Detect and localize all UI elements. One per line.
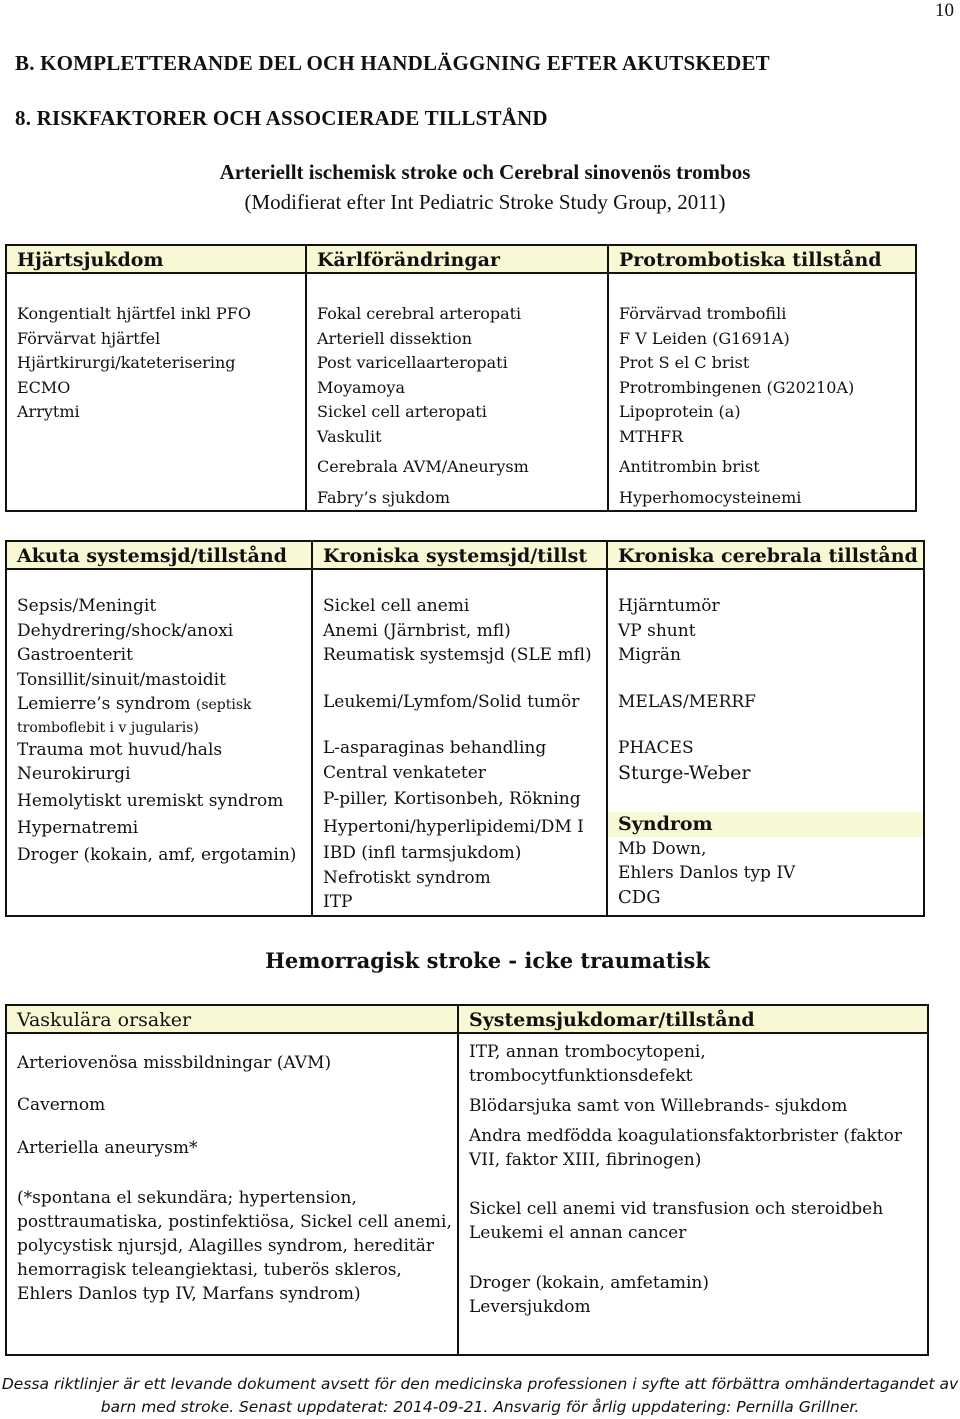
list-item: P-piller, Kortisonbeh, Rökning	[323, 789, 581, 809]
vascular-causes-list	[6, 1033, 458, 1355]
list-item: Protrombingenen (G20210A)	[619, 377, 855, 397]
acute-systemic-list	[6, 569, 312, 916]
list-item: Sickel cell anemi vid transfusion och steroidbeh	[469, 1199, 884, 1219]
list-item: Förvärvat hjärtfel	[17, 328, 161, 348]
list-item: Sickel cell anemi	[323, 596, 470, 616]
list-item: L-asparaginas behandling	[323, 738, 547, 758]
cardiac-vascular-prothrombotic-table	[5, 244, 917, 512]
chronic-systemic-list	[312, 569, 607, 916]
list-item: F V Leiden (G1691A)	[619, 328, 790, 348]
list-item-text: Lemierre’s syndrom	[17, 694, 191, 714]
page-number: 10	[935, 0, 954, 21]
list-item: hemorragisk teleangiektasi, tuberös skleros,	[17, 1260, 402, 1280]
list-item: MELAS/MERRF	[618, 691, 756, 712]
list-item: Ehlers Danlos typ IV, Marfans syndrom)	[17, 1284, 361, 1304]
list-item: ITP, annan trombocytopeni,	[469, 1042, 706, 1062]
list-item: Antitrombin brist	[619, 457, 760, 476]
list-item: Cerebrala AVM/Aneurysm	[317, 457, 529, 476]
header-cardiac: Hjärtsjukdom	[6, 245, 306, 273]
list-item: trombocytfunktionsdefekt	[469, 1066, 693, 1086]
list-item: Vaskulit	[317, 426, 382, 446]
list-item-note: tromboflebit i v jugularis)	[17, 719, 199, 736]
list-item: ECMO	[17, 377, 71, 397]
list-item: Hypernatremi	[17, 818, 139, 838]
list-item: Tonsillit/sinuit/mastoidit	[17, 669, 226, 690]
list-item: Central venkateter	[323, 762, 486, 783]
list-item: ITP	[323, 892, 353, 912]
list-item: Leukemi el annan cancer	[469, 1223, 687, 1243]
ischemic-title: Arteriellt ischemisk stroke och Cerebral sinovenös trombos	[219, 160, 751, 184]
prothrombotic-list	[608, 273, 916, 511]
hemorrhagic-title: Hemorragisk stroke - icke traumatisk	[265, 948, 710, 973]
hemorrhagic-causes-table	[5, 1004, 929, 1356]
header-acute-systemic: Akuta systemsjd/tillstånd	[6, 541, 312, 569]
list-item: Anemi (Järnbrist, mfl)	[323, 620, 511, 641]
list-item: VP shunt	[618, 620, 696, 641]
list-item: Dehydrering/shock/anoxi	[17, 620, 234, 641]
list-item: Nefrotiskt syndrom	[323, 867, 491, 888]
list-item: Hyperhomocysteinemi	[619, 487, 802, 507]
list-item: Neurokirurgi	[17, 764, 131, 784]
list-item: Sepsis/Meningit	[17, 596, 157, 616]
list-item: Hemolytiskt uremiskt syndrom	[17, 790, 284, 811]
ischemic-subtitle: (Modifierat efter Int Pediatric Stroke Study Group, 2011)	[244, 190, 726, 214]
list-item: Lipoprotein (a)	[619, 402, 741, 421]
section-heading: B. KOMPLETTERANDE DEL OCH HANDLÄGGNING EFTER AKUTSKEDET	[15, 51, 770, 75]
header-systemic-conditions: Systemsjukdomar/tillstånd	[458, 1005, 928, 1033]
cardiac-list	[6, 273, 306, 511]
list-item: Leukemi/Lymfom/Solid tumör	[323, 691, 580, 712]
list-item: Leversjukdom	[469, 1297, 591, 1317]
list-item: Gastroenterit	[17, 645, 133, 665]
list-item: Fokal cerebral arteropati	[317, 304, 522, 323]
footer-line-1: Dessa riktlinjer är ett levande dokument avsett för den medicinska professionen i syfte att förbättra omhändertagandet av	[1, 1375, 959, 1393]
list-item: polycystisk njursjd, Alagilles syndrom, hereditär	[17, 1236, 434, 1256]
footer-line-2: barn med stroke. Senast uppdaterat: 2014-09-21. Ansvarig för årlig uppdatering: Pernilla Grillner.	[100, 1398, 860, 1416]
list-item: Cavernom	[17, 1095, 106, 1115]
list-item: Kongentialt hjärtfel inkl PFO	[17, 304, 251, 323]
list-item: (*spontana el sekundära; hypertension,	[17, 1188, 357, 1208]
list-item: VII, faktor XIII, fibrinogen)	[469, 1150, 702, 1170]
header-prothrombotic: Protrombotiska tillstånd	[608, 245, 916, 273]
list-item: posttraumatiska, postinfektiösa, Sickel cell anemi,	[17, 1212, 452, 1232]
list-item: Förvärvad trombofili	[619, 304, 787, 323]
vascular-list	[306, 273, 608, 511]
list-item: Arteriell dissektion	[317, 328, 473, 348]
list-item: Hypertoni/hyperlipidemi/DM I	[323, 816, 584, 837]
list-item: Hjärtkirurgi/kateterisering	[17, 353, 236, 372]
list-item: Fabry’s sjukdom	[317, 487, 451, 507]
syndrome-subheader: Syndrom	[608, 812, 925, 837]
list-item: Prot S el C brist	[619, 353, 750, 372]
list-item: Reumatisk systemsjd (SLE mfl)	[323, 645, 592, 665]
systemic-conditions-list	[458, 1033, 928, 1355]
header-chronic-systemic: Kroniska systemsjd/tillst	[312, 541, 607, 569]
list-item: Andra medfödda koagulationsfaktorbrister (faktor	[469, 1126, 902, 1146]
footer-text	[0, 1373, 960, 1419]
list-item: Hjärntumör	[618, 596, 720, 616]
list-item: Trauma mot huvud/hals	[17, 739, 223, 760]
list-item: Post varicellaarteropati	[317, 353, 508, 372]
list-item: MTHFR	[619, 426, 684, 446]
list-item: Ehlers Danlos typ IV	[618, 863, 796, 883]
list-item: Migrän	[618, 645, 681, 665]
header-chronic-cerebral: Kroniska cerebrala tillstånd	[607, 541, 924, 569]
list-item: Droger (kokain, amf, ergotamin)	[17, 844, 297, 865]
list-item: Sturge-Weber	[618, 761, 751, 784]
list-item: Arteriovenösa missbildningar (AVM)	[17, 1053, 332, 1073]
list-item: PHACES	[618, 738, 694, 758]
list-item: Sickel cell arteropati	[317, 402, 487, 421]
list-item: Arteriella aneurysm*	[17, 1138, 198, 1158]
list-item	[17, 692, 311, 718]
list-item: Droger (kokain, amfetamin)	[469, 1273, 709, 1293]
list-item: Moyamoya	[317, 377, 405, 397]
header-vascular: Kärlförändringar	[306, 245, 608, 273]
list-item: CDG	[618, 886, 661, 908]
chronic-cerebral-list	[607, 569, 924, 916]
list-item-note: (septisk	[195, 697, 252, 713]
list-item: Arrytmi	[17, 402, 80, 421]
subsection-heading: 8. RISKFAKTORER OCH ASSOCIERADE TILLSTÅND	[15, 106, 548, 130]
list-item: IBD (infl tarmsjukdom)	[323, 843, 522, 863]
list-item: Blödarsjuka samt von Willebrands- sjukdom	[469, 1096, 848, 1116]
header-vascular-causes: Vaskulära orsaker	[6, 1005, 458, 1033]
systemic-cerebral-conditions-table	[5, 540, 925, 917]
list-item: Mb Down,	[618, 838, 707, 859]
